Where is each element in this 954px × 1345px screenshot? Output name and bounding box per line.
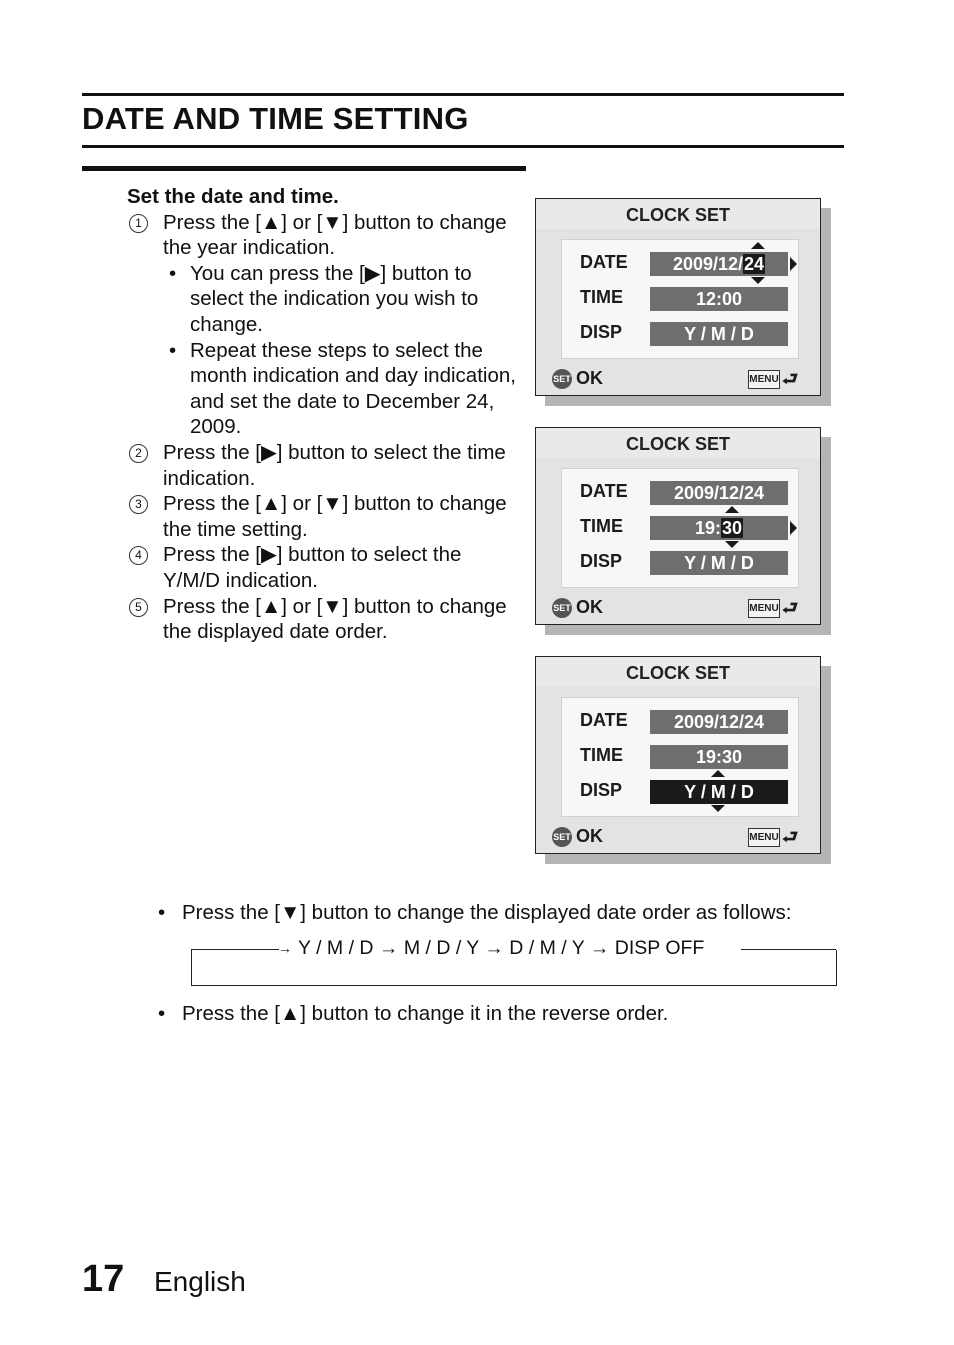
- screen-title: CLOCK SET: [536, 428, 820, 458]
- circled-number-icon: 2: [129, 444, 148, 463]
- return-arrow-icon: ⮐: [782, 598, 799, 618]
- bullet-dot: •: [169, 261, 177, 285]
- menu-button-icon: MENU: [748, 828, 780, 847]
- settings-panel: [561, 697, 799, 817]
- ok-label: OK: [576, 368, 603, 388]
- title-rule: [82, 145, 844, 148]
- down-arrow-icon: [725, 541, 739, 548]
- step-text: Press the [▲] or [▼] button to change the year indication.: [163, 210, 507, 260]
- sub-bullet-text: Repeat these steps to select the month indication and day indication, and set the date to December 24, 2009.: [190, 338, 516, 439]
- bullet-dot: •: [158, 901, 166, 924]
- date-prefix: 2009/12/: [672, 254, 744, 274]
- disp-label: DISP: [580, 551, 623, 571]
- cycle-arrowhead-icon: →: [278, 940, 292, 956]
- date-selected-field: 24: [744, 254, 765, 274]
- settings-panel: [561, 468, 799, 588]
- top-rule: [82, 93, 844, 96]
- set-button-icon: SET: [552, 598, 572, 618]
- menu-button-icon: MENU: [748, 599, 780, 618]
- step-3: [127, 491, 517, 542]
- ok-label: OK: [576, 826, 603, 846]
- date-label: DATE: [580, 710, 628, 730]
- down-arrow-icon: [751, 277, 765, 284]
- sub-bullet-2: [127, 338, 517, 440]
- cycle-line-right: [741, 949, 836, 950]
- date-label: DATE: [580, 481, 628, 501]
- screen-footer: [536, 365, 820, 395]
- step-5: [127, 594, 517, 645]
- step-text: Press the [▲] or [▼] button to change the displayed date order.: [163, 594, 507, 644]
- instructions: [127, 184, 517, 645]
- right-arrow-icon: [790, 257, 797, 271]
- circled-number-icon: 5: [129, 598, 148, 617]
- right-arrow-icon: [790, 521, 797, 535]
- date-value: 2009/12/24: [650, 481, 788, 505]
- time-value: 19:30: [650, 745, 788, 769]
- disp-value: Y / M / D: [650, 551, 788, 575]
- disp-label: DISP: [580, 780, 623, 800]
- step-2: [127, 440, 517, 491]
- step-text: Press the [▲] or [▼] button to change the time setting.: [163, 492, 507, 541]
- circled-number-icon: 1: [129, 214, 148, 233]
- time-value: 12:00: [650, 287, 788, 311]
- clock-set-screen-2: [535, 427, 821, 625]
- up-arrow-icon: [711, 770, 725, 777]
- note-bullet-1: [158, 901, 791, 925]
- section-rule: [82, 166, 526, 171]
- settings-panel: [561, 239, 799, 359]
- note-text: Press the [▼] button to change the displayed date order as follows:: [182, 901, 792, 924]
- date-value: 2009/12/24: [650, 710, 788, 734]
- disp-value: Y / M / D: [650, 322, 788, 346]
- date-label: DATE: [580, 252, 628, 272]
- instructions-heading: Set the date and time.: [127, 185, 339, 208]
- sub-bullet-text: You can press the [▶] button to select the indication you wish to change.: [190, 261, 479, 336]
- return-arrow-icon: ⮐: [782, 369, 799, 389]
- date-value: [650, 252, 788, 276]
- circled-number-icon: 3: [129, 495, 148, 514]
- cycle-sequence: Y / M / D → M / D / Y → D / M / Y → DISP OFF: [298, 937, 705, 959]
- set-button-icon: SET: [552, 827, 572, 847]
- screen-title: CLOCK SET: [536, 199, 820, 229]
- return-arrow-icon: ⮐: [782, 827, 799, 847]
- page-language: English: [154, 1266, 246, 1297]
- menu-button-icon: MENU: [748, 370, 780, 389]
- clock-set-screen-1: [535, 198, 821, 396]
- time-label: TIME: [580, 516, 623, 536]
- circled-number-icon: 4: [129, 546, 148, 565]
- disp-label: DISP: [580, 322, 623, 342]
- ok-label: OK: [576, 597, 603, 617]
- screen-title: CLOCK SET: [536, 657, 820, 687]
- step-1: [127, 210, 517, 261]
- step-text: Press the [▶] button to select the time indication.: [163, 440, 506, 490]
- step-text: Press the [▶] button to select the Y/M/D indication.: [163, 543, 462, 592]
- page-number: 17: [82, 1258, 125, 1300]
- time-label: TIME: [580, 287, 623, 307]
- page-title: DATE AND TIME SETTING: [82, 101, 469, 136]
- note-bullet-2: [158, 1002, 668, 1026]
- time-label: TIME: [580, 745, 623, 765]
- cycle-line-left: [191, 949, 279, 950]
- up-arrow-icon: [751, 242, 765, 249]
- set-button-icon: SET: [552, 369, 572, 389]
- sub-bullet-1: [127, 261, 517, 338]
- screen-footer: [536, 823, 820, 853]
- disp-value: Y / M / D: [650, 780, 788, 804]
- screen-footer: [536, 594, 820, 624]
- time-value: [650, 516, 788, 540]
- bullet-dot: •: [158, 1002, 166, 1025]
- time-prefix: 19:: [694, 518, 721, 538]
- bullet-dot: •: [169, 338, 177, 362]
- up-arrow-icon: [725, 506, 739, 513]
- clock-set-screen-3: [535, 656, 821, 854]
- time-selected-field: 30: [721, 518, 743, 538]
- down-arrow-icon: [711, 805, 725, 812]
- note-text: Press the [▲] button to change it in the reverse order.: [182, 1002, 669, 1025]
- step-4: [127, 542, 517, 593]
